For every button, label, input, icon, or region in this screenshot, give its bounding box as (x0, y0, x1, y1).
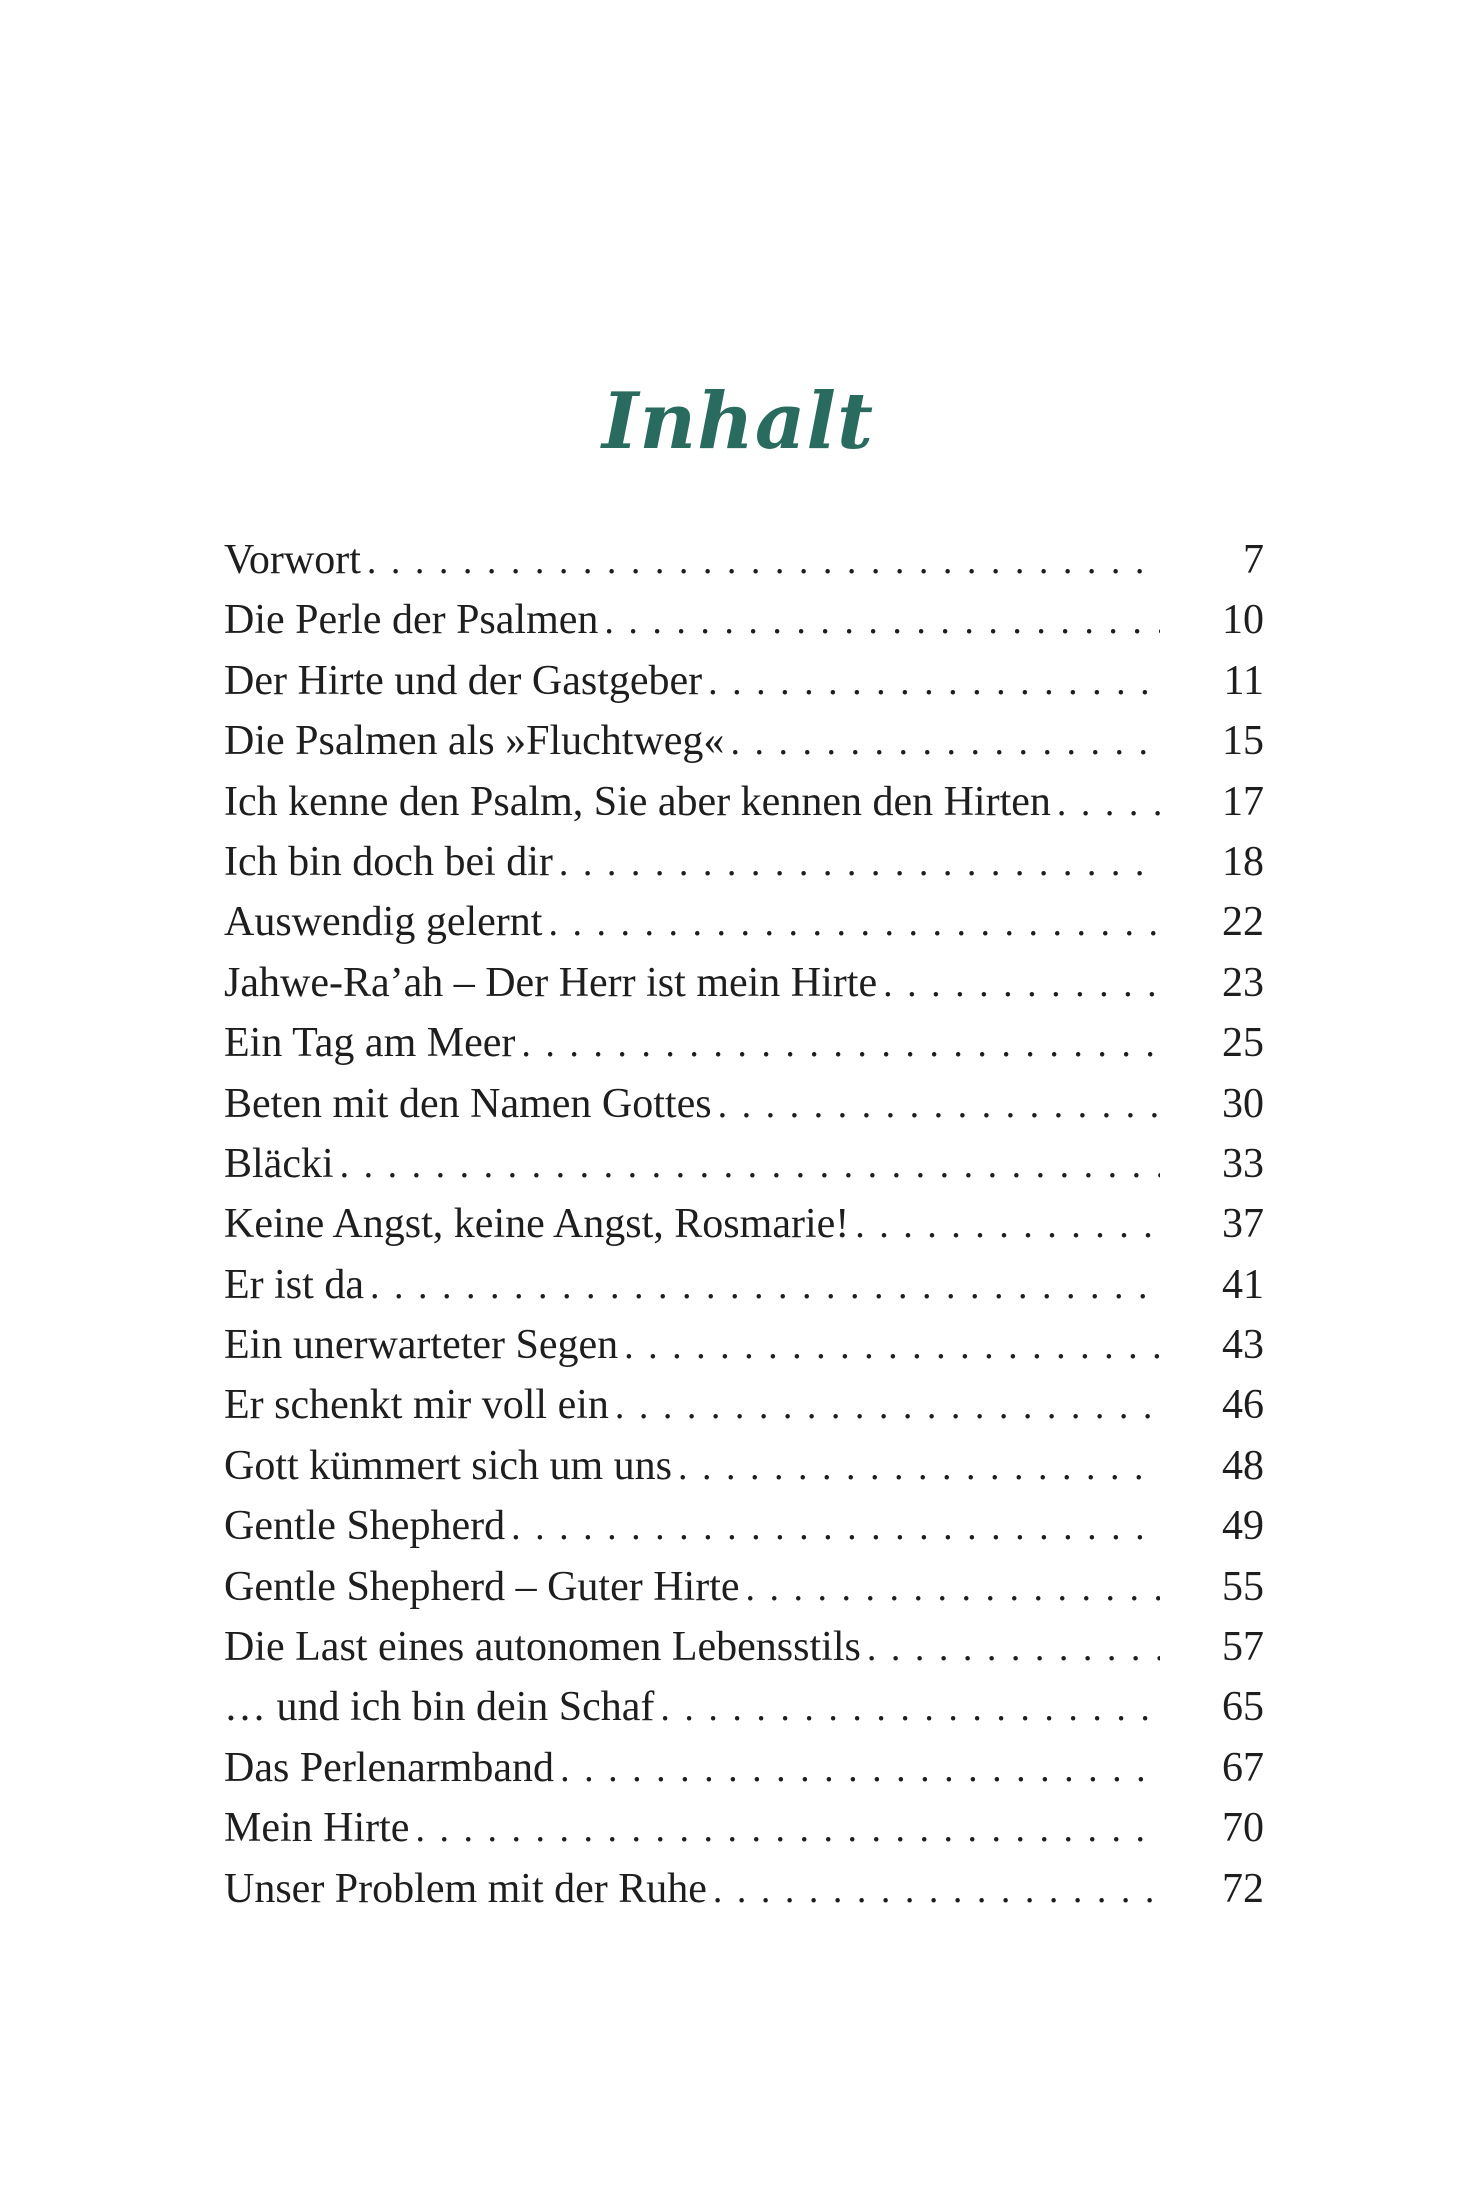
toc-entry-page-number: 65 (1222, 1684, 1264, 1731)
toc-entry (224, 953, 1264, 1013)
dot-leader (618, 1316, 1160, 1376)
dot-leader (364, 1256, 1160, 1316)
toc-entry (224, 1436, 1264, 1496)
toc-entry-title: Gentle Shepherd (224, 1503, 506, 1550)
toc-entry (224, 1074, 1264, 1134)
toc-entry-page-number: 25 (1222, 1020, 1264, 1067)
toc-entry-title: Der Hirte und der Gastgeber (224, 657, 703, 704)
toc-entry-title: Ein Tag am Meer (224, 1020, 516, 1067)
toc-entry-title: Beten mit den Namen Gottes (224, 1080, 712, 1127)
toc-entry-title: Ich kenne den Psalm, Sie aber kennen den Hirten (224, 778, 1051, 825)
dot-leader (609, 1376, 1160, 1436)
toc-entry (224, 1617, 1264, 1677)
toc-entry (224, 1134, 1264, 1194)
toc-entry-title: Die Psalmen als »Fluchtweg« (224, 718, 725, 765)
toc-entry-title: Das Perlenarmband (224, 1744, 555, 1791)
toc-entry-title: Jahwe-Ra’ah – Der Herr ist mein Hirte (224, 959, 878, 1006)
dot-leader (654, 1678, 1160, 1738)
dot-leader (409, 1799, 1160, 1859)
toc-entry-page-number: 23 (1222, 959, 1264, 1006)
dot-leader (702, 652, 1160, 712)
page-title: Inhalt (601, 376, 875, 468)
toc-entry-title: Gott kümmert sich um uns (224, 1442, 672, 1489)
toc-entry-page-number: 15 (1222, 718, 1264, 765)
toc-entry-title: Die Perle der Psalmen (224, 597, 599, 644)
toc-entry-title: Mein Hirte (224, 1805, 410, 1852)
toc-entry-page-number: 46 (1222, 1382, 1264, 1429)
dot-leader (1051, 773, 1160, 833)
toc-entry-page-number: 17 (1222, 778, 1264, 825)
toc-entry (224, 1255, 1264, 1315)
toc-entry-page-number: 43 (1222, 1322, 1264, 1369)
dot-leader (505, 1497, 1160, 1557)
dot-leader (672, 1437, 1160, 1497)
toc-entry (224, 1496, 1264, 1556)
toc-entry-page-number: 49 (1222, 1503, 1264, 1550)
toc-entry-title: Auswendig gelernt (224, 899, 543, 946)
toc-entry-title: … und ich bin dein Schaf (224, 1684, 655, 1731)
toc-entry-page-number: 55 (1222, 1563, 1264, 1610)
toc-entry (224, 1375, 1264, 1435)
toc-entry-page-number: 7 (1243, 537, 1264, 583)
toc-entry-page-number: 41 (1222, 1261, 1264, 1308)
toc-entry-title: Bläcki (224, 1140, 334, 1187)
toc-entry (224, 832, 1264, 892)
dot-leader (861, 1618, 1160, 1678)
dot-leader (598, 591, 1160, 651)
toc-entry (224, 1798, 1264, 1858)
toc-entry-title: Ein unerwarteter Segen (224, 1322, 619, 1369)
toc-entry-page-number: 10 (1222, 597, 1264, 644)
toc-entry-title: Ich bin doch bei dir (224, 838, 553, 885)
table-of-contents (224, 530, 1264, 1919)
toc-entry-title: Unser Problem mit der Ruhe (224, 1865, 707, 1912)
toc-entry (224, 892, 1264, 952)
dot-leader (877, 954, 1160, 1014)
toc-entry (224, 1738, 1264, 1798)
dot-leader (707, 1860, 1160, 1920)
toc-entry-title: Vorwort (224, 537, 361, 583)
toc-entry-page-number: 72 (1222, 1865, 1264, 1912)
toc-entry-page-number: 67 (1222, 1744, 1264, 1791)
dot-leader (740, 1558, 1160, 1618)
dot-leader (712, 1075, 1160, 1135)
toc-entry (224, 1859, 1264, 1919)
toc-entry-page-number: 11 (1223, 657, 1264, 704)
toc-entry (224, 530, 1264, 590)
toc-entry-page-number: 48 (1222, 1442, 1264, 1489)
toc-entry-title: Gentle Shepherd – Guter Hirte (224, 1563, 740, 1610)
toc-entry-page-number: 22 (1222, 899, 1264, 946)
dot-leader (553, 833, 1160, 893)
toc-entry (224, 1013, 1264, 1073)
toc-entry (224, 1315, 1264, 1375)
toc-entry (224, 1677, 1264, 1737)
toc-entry (224, 711, 1264, 771)
toc-entry-page-number: 18 (1222, 838, 1264, 885)
toc-entry-title: Keine Angst, keine Angst, Rosmarie! (224, 1201, 850, 1248)
toc-entry (224, 772, 1264, 832)
toc-entry (224, 590, 1264, 650)
dot-leader (554, 1739, 1160, 1799)
dot-leader (724, 712, 1160, 772)
dot-leader (515, 1014, 1160, 1074)
toc-entry-page-number: 37 (1222, 1201, 1264, 1248)
toc-entry-page-number: 33 (1222, 1140, 1264, 1187)
dot-leader (361, 531, 1160, 591)
toc-entry (224, 1194, 1264, 1254)
dot-leader (542, 893, 1160, 953)
toc-entry-title: Er schenkt mir voll ein (224, 1382, 609, 1429)
toc-entry-page-number: 57 (1222, 1624, 1264, 1671)
toc-entry-title: Die Last eines autonomen Lebensstils (224, 1624, 861, 1671)
toc-entry-title: Er ist da (224, 1261, 364, 1308)
dot-leader (334, 1135, 1160, 1195)
toc-entry (224, 651, 1264, 711)
dot-leader (849, 1195, 1160, 1255)
toc-entry-page-number: 30 (1222, 1080, 1264, 1127)
toc-entry-page-number: 70 (1222, 1805, 1264, 1852)
toc-entry (224, 1557, 1264, 1617)
